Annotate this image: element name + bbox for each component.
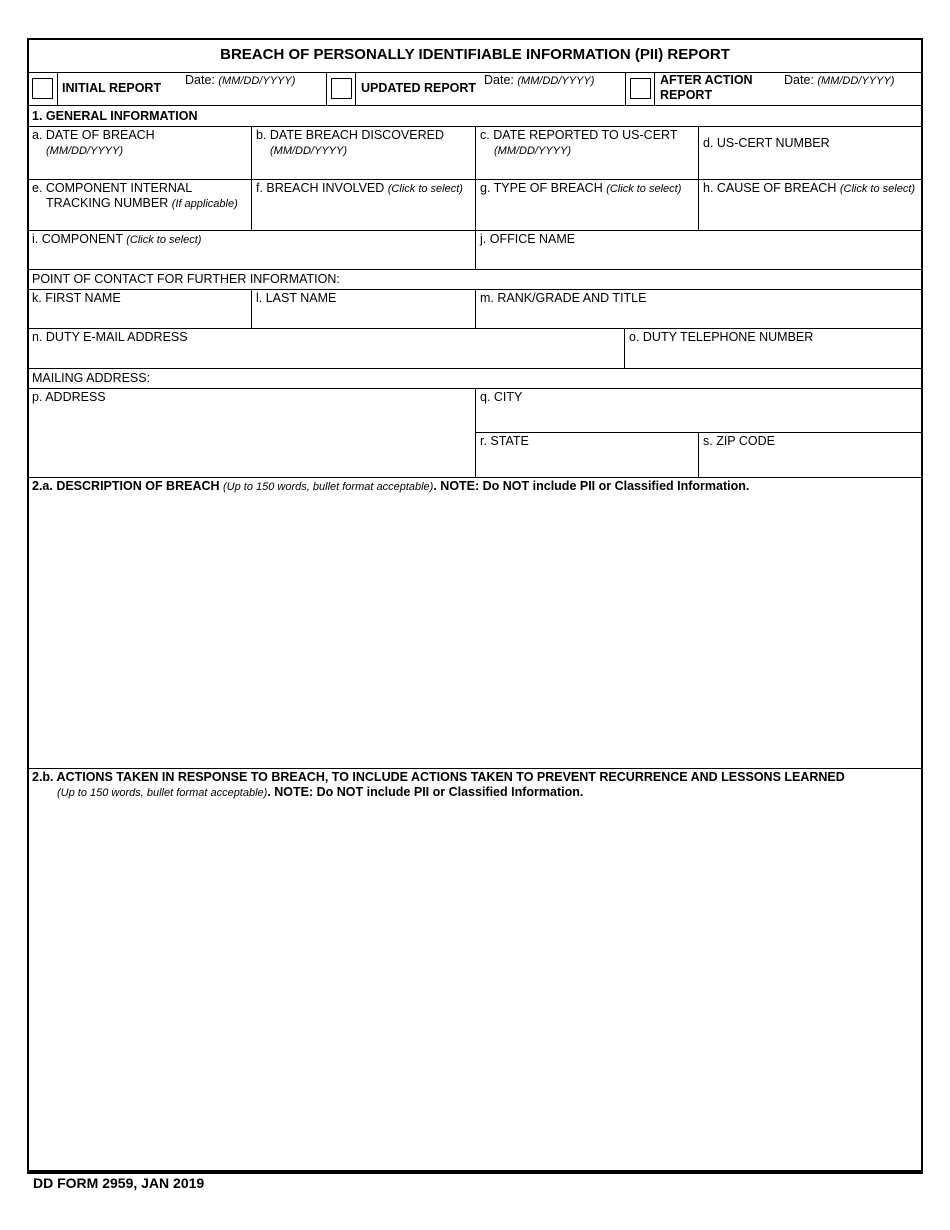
rule bbox=[57, 72, 58, 105]
rule bbox=[251, 126, 252, 230]
type-of-breach-label: g. TYPE OF BREACH (Click to select) bbox=[480, 181, 682, 195]
office-name-label: j. OFFICE NAME bbox=[480, 232, 576, 246]
rank-grade-title-field[interactable] bbox=[477, 307, 921, 327]
cause-of-breach-select[interactable] bbox=[700, 198, 921, 229]
duty-email-field[interactable] bbox=[29, 346, 622, 367]
rule bbox=[698, 432, 699, 477]
after-action-report-label-line2: REPORT bbox=[660, 88, 713, 102]
rule bbox=[698, 126, 699, 230]
date-of-breach-field[interactable] bbox=[29, 160, 249, 178]
state-field[interactable] bbox=[477, 450, 697, 476]
component-label: i. COMPONENT (Click to select) bbox=[32, 232, 202, 246]
date-breach-discovered-label: b. DATE BREACH DISCOVERED bbox=[256, 128, 445, 142]
after-action-date-field[interactable] bbox=[767, 88, 917, 104]
address-field[interactable] bbox=[29, 406, 473, 476]
rule bbox=[27, 269, 923, 270]
pii-breach-report-form bbox=[27, 38, 923, 1172]
section-1-heading: 1. GENERAL INFORMATION bbox=[32, 109, 198, 123]
rule bbox=[475, 388, 476, 477]
actions-taken-label: 2.b. ACTIONS TAKEN IN RESPONSE TO BREACH, TO INCLUDE ACTIONS TAKEN TO PREVENT RECURRENCE AND LESSONS LEARNED bbox=[32, 770, 845, 784]
rule bbox=[475, 432, 923, 433]
rule bbox=[654, 72, 655, 105]
after-action-date-label: Date: (MM/DD/YYYY) bbox=[784, 73, 895, 87]
rule bbox=[251, 289, 252, 328]
updated-report-date-label: Date: (MM/DD/YYYY) bbox=[484, 73, 595, 87]
form-footer: DD FORM 2959, JAN 2019 bbox=[33, 1175, 205, 1191]
rule bbox=[326, 72, 327, 105]
duty-telephone-field[interactable] bbox=[626, 346, 921, 367]
zip-code-field[interactable] bbox=[700, 450, 921, 476]
updated-report-label: UPDATED REPORT bbox=[361, 81, 477, 95]
address-label: p. ADDRESS bbox=[32, 390, 106, 404]
rule bbox=[27, 368, 923, 369]
duty-email-label: n. DUTY E-MAIL ADDRESS bbox=[32, 330, 188, 344]
description-of-breach-label: 2.a. DESCRIPTION OF BREACH (Up to 150 words, bullet format acceptable). NOTE: Do NOT include PII or Classified Information. bbox=[32, 479, 750, 493]
date-breach-discovered-hint: (MM/DD/YYYY) bbox=[270, 145, 347, 157]
first-name-field[interactable] bbox=[29, 307, 249, 327]
last-name-label: l. LAST NAME bbox=[256, 291, 337, 305]
updated-report-checkbox[interactable] bbox=[331, 78, 352, 99]
date-reported-us-cert-field[interactable] bbox=[477, 160, 697, 178]
breach-involved-label: f. BREACH INVOLVED (Click to select) bbox=[256, 181, 463, 195]
rule bbox=[624, 328, 625, 368]
description-of-breach-textarea[interactable] bbox=[29, 496, 921, 767]
us-cert-number-label: d. US-CERT NUMBER bbox=[703, 136, 830, 150]
updated-report-date-field[interactable] bbox=[477, 88, 622, 104]
duty-telephone-label: o. DUTY TELEPHONE NUMBER bbox=[629, 330, 814, 344]
city-label: q. CITY bbox=[480, 390, 523, 404]
rule bbox=[27, 105, 923, 106]
type-of-breach-select[interactable] bbox=[477, 198, 697, 229]
initial-report-checkbox[interactable] bbox=[32, 78, 53, 99]
form-title: BREACH OF PERSONALLY IDENTIFIABLE INFORMATION (PII) REPORT bbox=[220, 46, 730, 63]
actions-taken-textarea[interactable] bbox=[29, 802, 921, 1164]
initial-report-date-field[interactable] bbox=[162, 88, 322, 104]
actions-taken-hint: (Up to 150 words, bullet format acceptable). NOTE: Do NOT include PII or Classified Information. bbox=[57, 785, 584, 799]
date-of-breach-hint: (MM/DD/YYYY) bbox=[46, 145, 123, 157]
tracking-number-label: e. COMPONENT INTERNAL bbox=[32, 181, 193, 195]
date-of-breach-label: a. DATE OF BREACH bbox=[32, 128, 155, 142]
component-select[interactable] bbox=[29, 248, 473, 268]
cause-of-breach-label: h. CAUSE OF BREACH (Click to select) bbox=[703, 181, 916, 195]
rank-grade-title-label: m. RANK/GRADE AND TITLE bbox=[480, 291, 647, 305]
poc-heading: POINT OF CONTACT FOR FURTHER INFORMATION: bbox=[32, 272, 340, 286]
rule bbox=[625, 72, 626, 105]
breach-involved-select[interactable] bbox=[253, 198, 473, 229]
rule bbox=[475, 289, 476, 328]
rule bbox=[27, 477, 923, 478]
after-action-report-label: AFTER ACTION bbox=[660, 73, 753, 87]
tracking-number-field[interactable] bbox=[29, 212, 249, 229]
first-name-label: k. FIRST NAME bbox=[32, 291, 121, 305]
state-label: r. STATE bbox=[480, 434, 529, 448]
tracking-number-label-line2: TRACKING NUMBER (If applicable) bbox=[46, 196, 238, 210]
rule bbox=[27, 328, 923, 329]
initial-report-label: INITIAL REPORT bbox=[62, 81, 162, 95]
zip-code-label: s. ZIP CODE bbox=[703, 434, 776, 448]
rule bbox=[27, 768, 923, 769]
initial-report-date-label: Date: (MM/DD/YYYY) bbox=[185, 73, 296, 87]
rule bbox=[355, 72, 356, 105]
last-name-field[interactable] bbox=[253, 307, 473, 327]
mailing-address-heading: MAILING ADDRESS: bbox=[32, 371, 151, 385]
us-cert-number-field[interactable] bbox=[700, 156, 921, 178]
date-reported-us-cert-label: c. DATE REPORTED TO US-CERT bbox=[480, 128, 678, 142]
date-reported-us-cert-hint: (MM/DD/YYYY) bbox=[494, 145, 571, 157]
city-field[interactable] bbox=[477, 406, 921, 431]
after-action-report-checkbox[interactable] bbox=[630, 78, 651, 99]
office-name-field[interactable] bbox=[477, 248, 921, 268]
date-breach-discovered-field[interactable] bbox=[253, 160, 473, 178]
rule bbox=[475, 126, 476, 269]
